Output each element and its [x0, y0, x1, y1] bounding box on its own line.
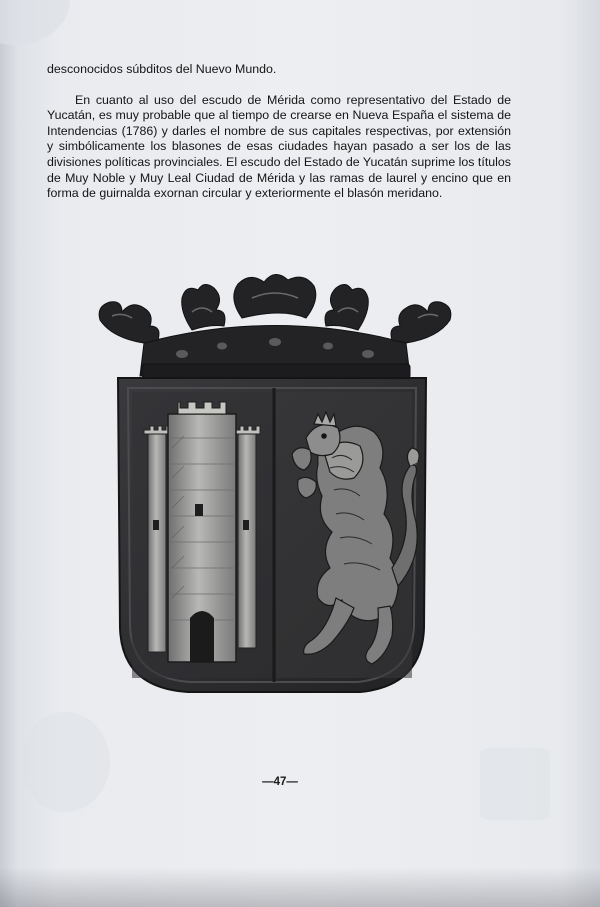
crown	[99, 274, 451, 378]
castle-tower	[144, 402, 260, 662]
paragraph: desconocidos súbditos del Nuevo Mundo.	[47, 62, 277, 76]
corner-stain	[0, 0, 70, 45]
paragraph: En cuanto al uso del escudo de Mérida como representativo del Estado de Yucatán, es muy probable que al tiempo de crearse en Nueva España el sistema de Intendencias (1786) y darles el nombre de sus capitales respectivas, por extensión y simbólicamente los blasones de esas ciudades hayan pasado a ser los de las divisiones políticas provinciales. El escudo del Estado de Yucatán suprime los títulos de Muy Noble y Muy Leal Ciudad de Mérida y las ramas de laurel y encino que en forma de guirnalda exornan circular y exteriormente el blasón meridano.	[47, 92, 511, 201]
body-text	[47, 62, 511, 202]
show-through-mark	[20, 712, 110, 812]
page-number: —47—	[262, 776, 298, 788]
coat-of-arms-image	[92, 268, 458, 700]
coat-of-arms-figure	[92, 268, 458, 700]
